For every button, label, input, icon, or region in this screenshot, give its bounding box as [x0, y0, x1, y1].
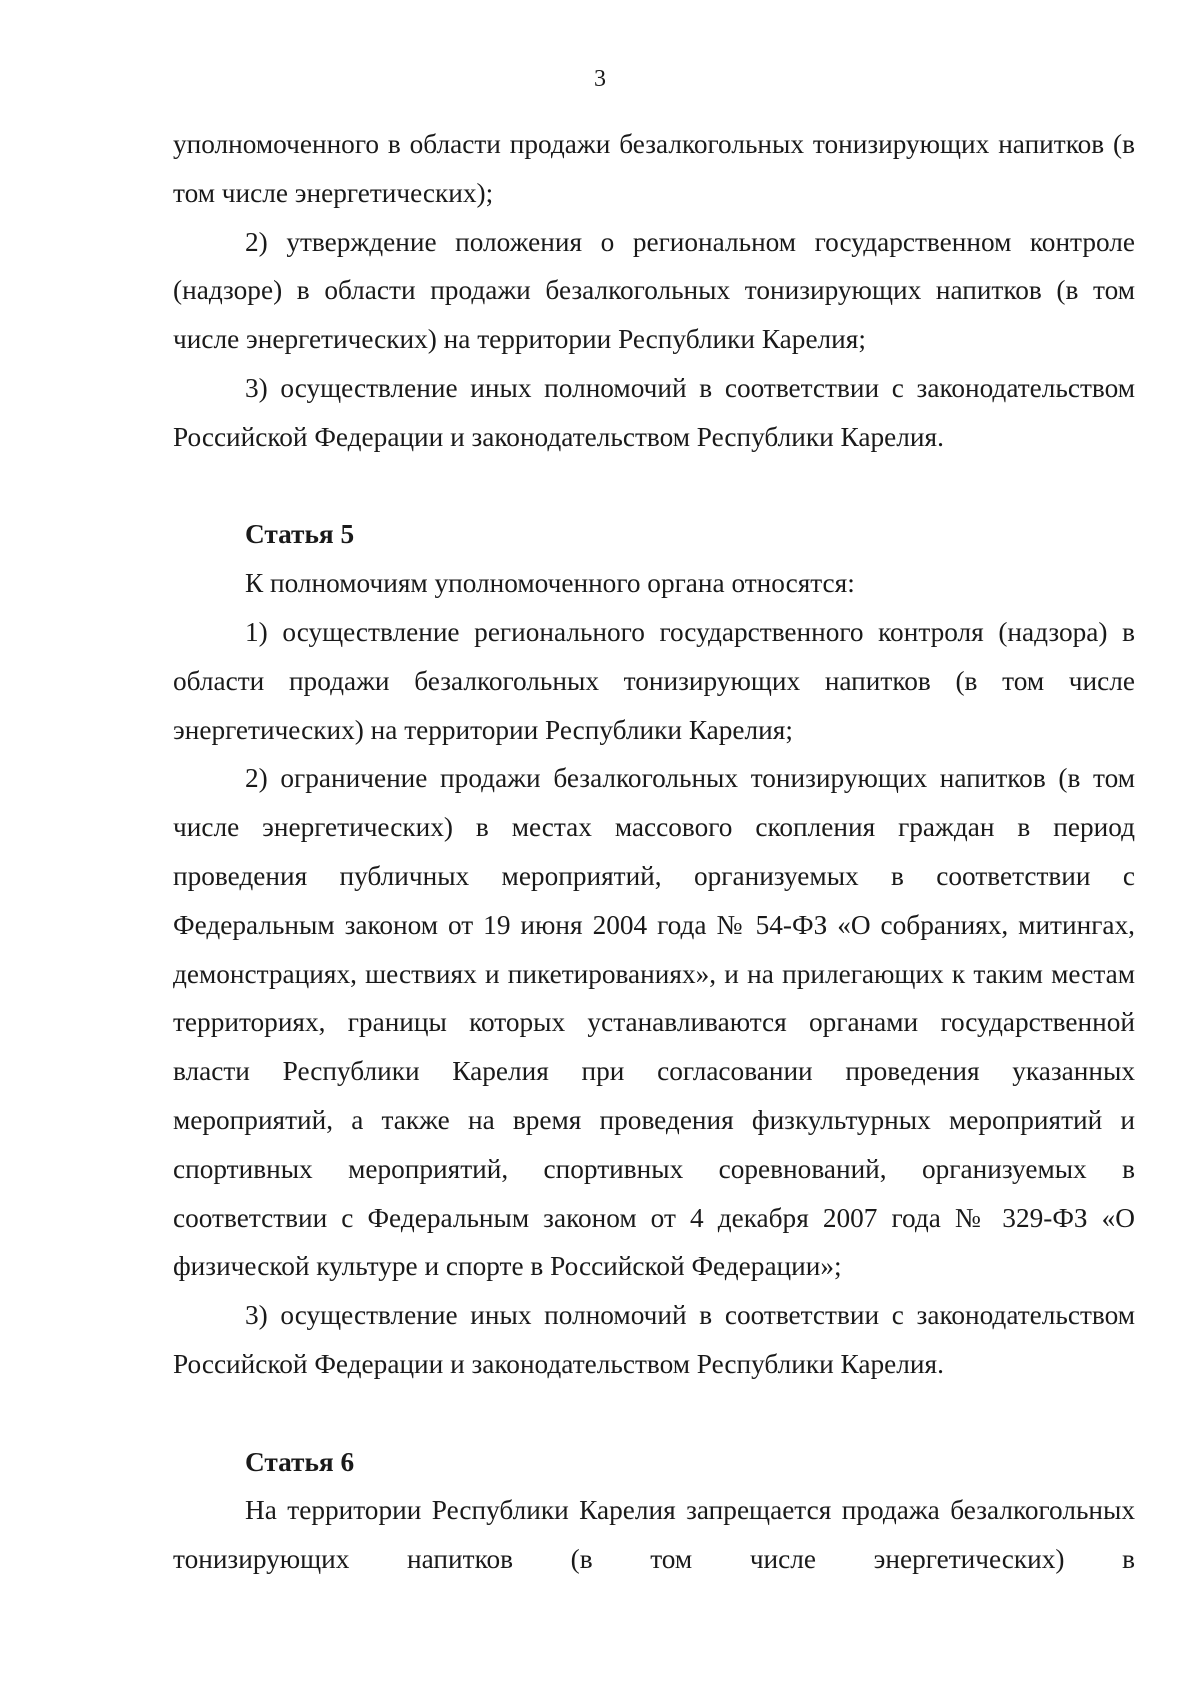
paragraph-continuation: уполномоченного в области продажи безалкогольных тонизирующих напитков (в том числе энергетических); — [173, 129, 1135, 208]
article-5-intro: К полномочиям уполномоченного органа относятся: — [245, 568, 855, 599]
article-5-heading: Статья 5 — [245, 519, 355, 550]
article-5-item-3: 3) осуществление иных полномочий в соответствии с законодательством Российской Федерации и законодательством Республики Карелия. — [173, 1300, 1135, 1379]
article-6-paragraph: На территории Республики Карелия запрещается продажа безалкогольных тонизирующих напитков (в том числе энергетических) в — [173, 1495, 1135, 1575]
article-5-item-2: 2) ограничение продажи безалкогольных тонизирующих напитков (в том числе энергетических) в местах массового скопления граждан в период проведения публичных мероприятий, организуемых в соответствии с Федеральным законом от 19 июня 2004 года № 54-ФЗ «О собраниях, митингах, демонстрациях, шествиях и пикетированиях», и на прилегающих к таким местам территориях, границы которых устанавливаются органами государственной власти Республики Карелия при согласовании проведения указанных мероприятий, а также на время проведения физкультурных мероприятий и спортивных мероприятий, спортивных соревнований, организуемых в соответствии с Федеральным законом от 4 декабря 2007 года № 329-ФЗ «О физической культуре и спорте в Российской Федерации»; — [173, 763, 1135, 1282]
section-spacer — [173, 1389, 1135, 1438]
page-number: 3 — [594, 66, 606, 92]
paragraph-item-3: 3) осуществление иных полномочий в соответствии с законодательством Российской Федерации и законодательством Республики Карелия. — [173, 372, 1135, 452]
paragraph-item-2: 2) утверждение положения о региональном государственном контроле (надзоре) в области продажи безалкогольных тонизирующих напитков (в том числе энергетических) на территории Республики Карелия; — [173, 226, 1135, 355]
article-6-heading: Статья 6 — [245, 1446, 355, 1477]
article-5-item-1: 1) осуществление регионального государственного контроля (надзора) в области продажи безалкогольных тонизирующих напитков (в том числе энергетических) на территории Республики Карелия; — [173, 616, 1135, 745]
section-spacer — [173, 462, 1135, 511]
document-body — [173, 120, 1135, 1584]
